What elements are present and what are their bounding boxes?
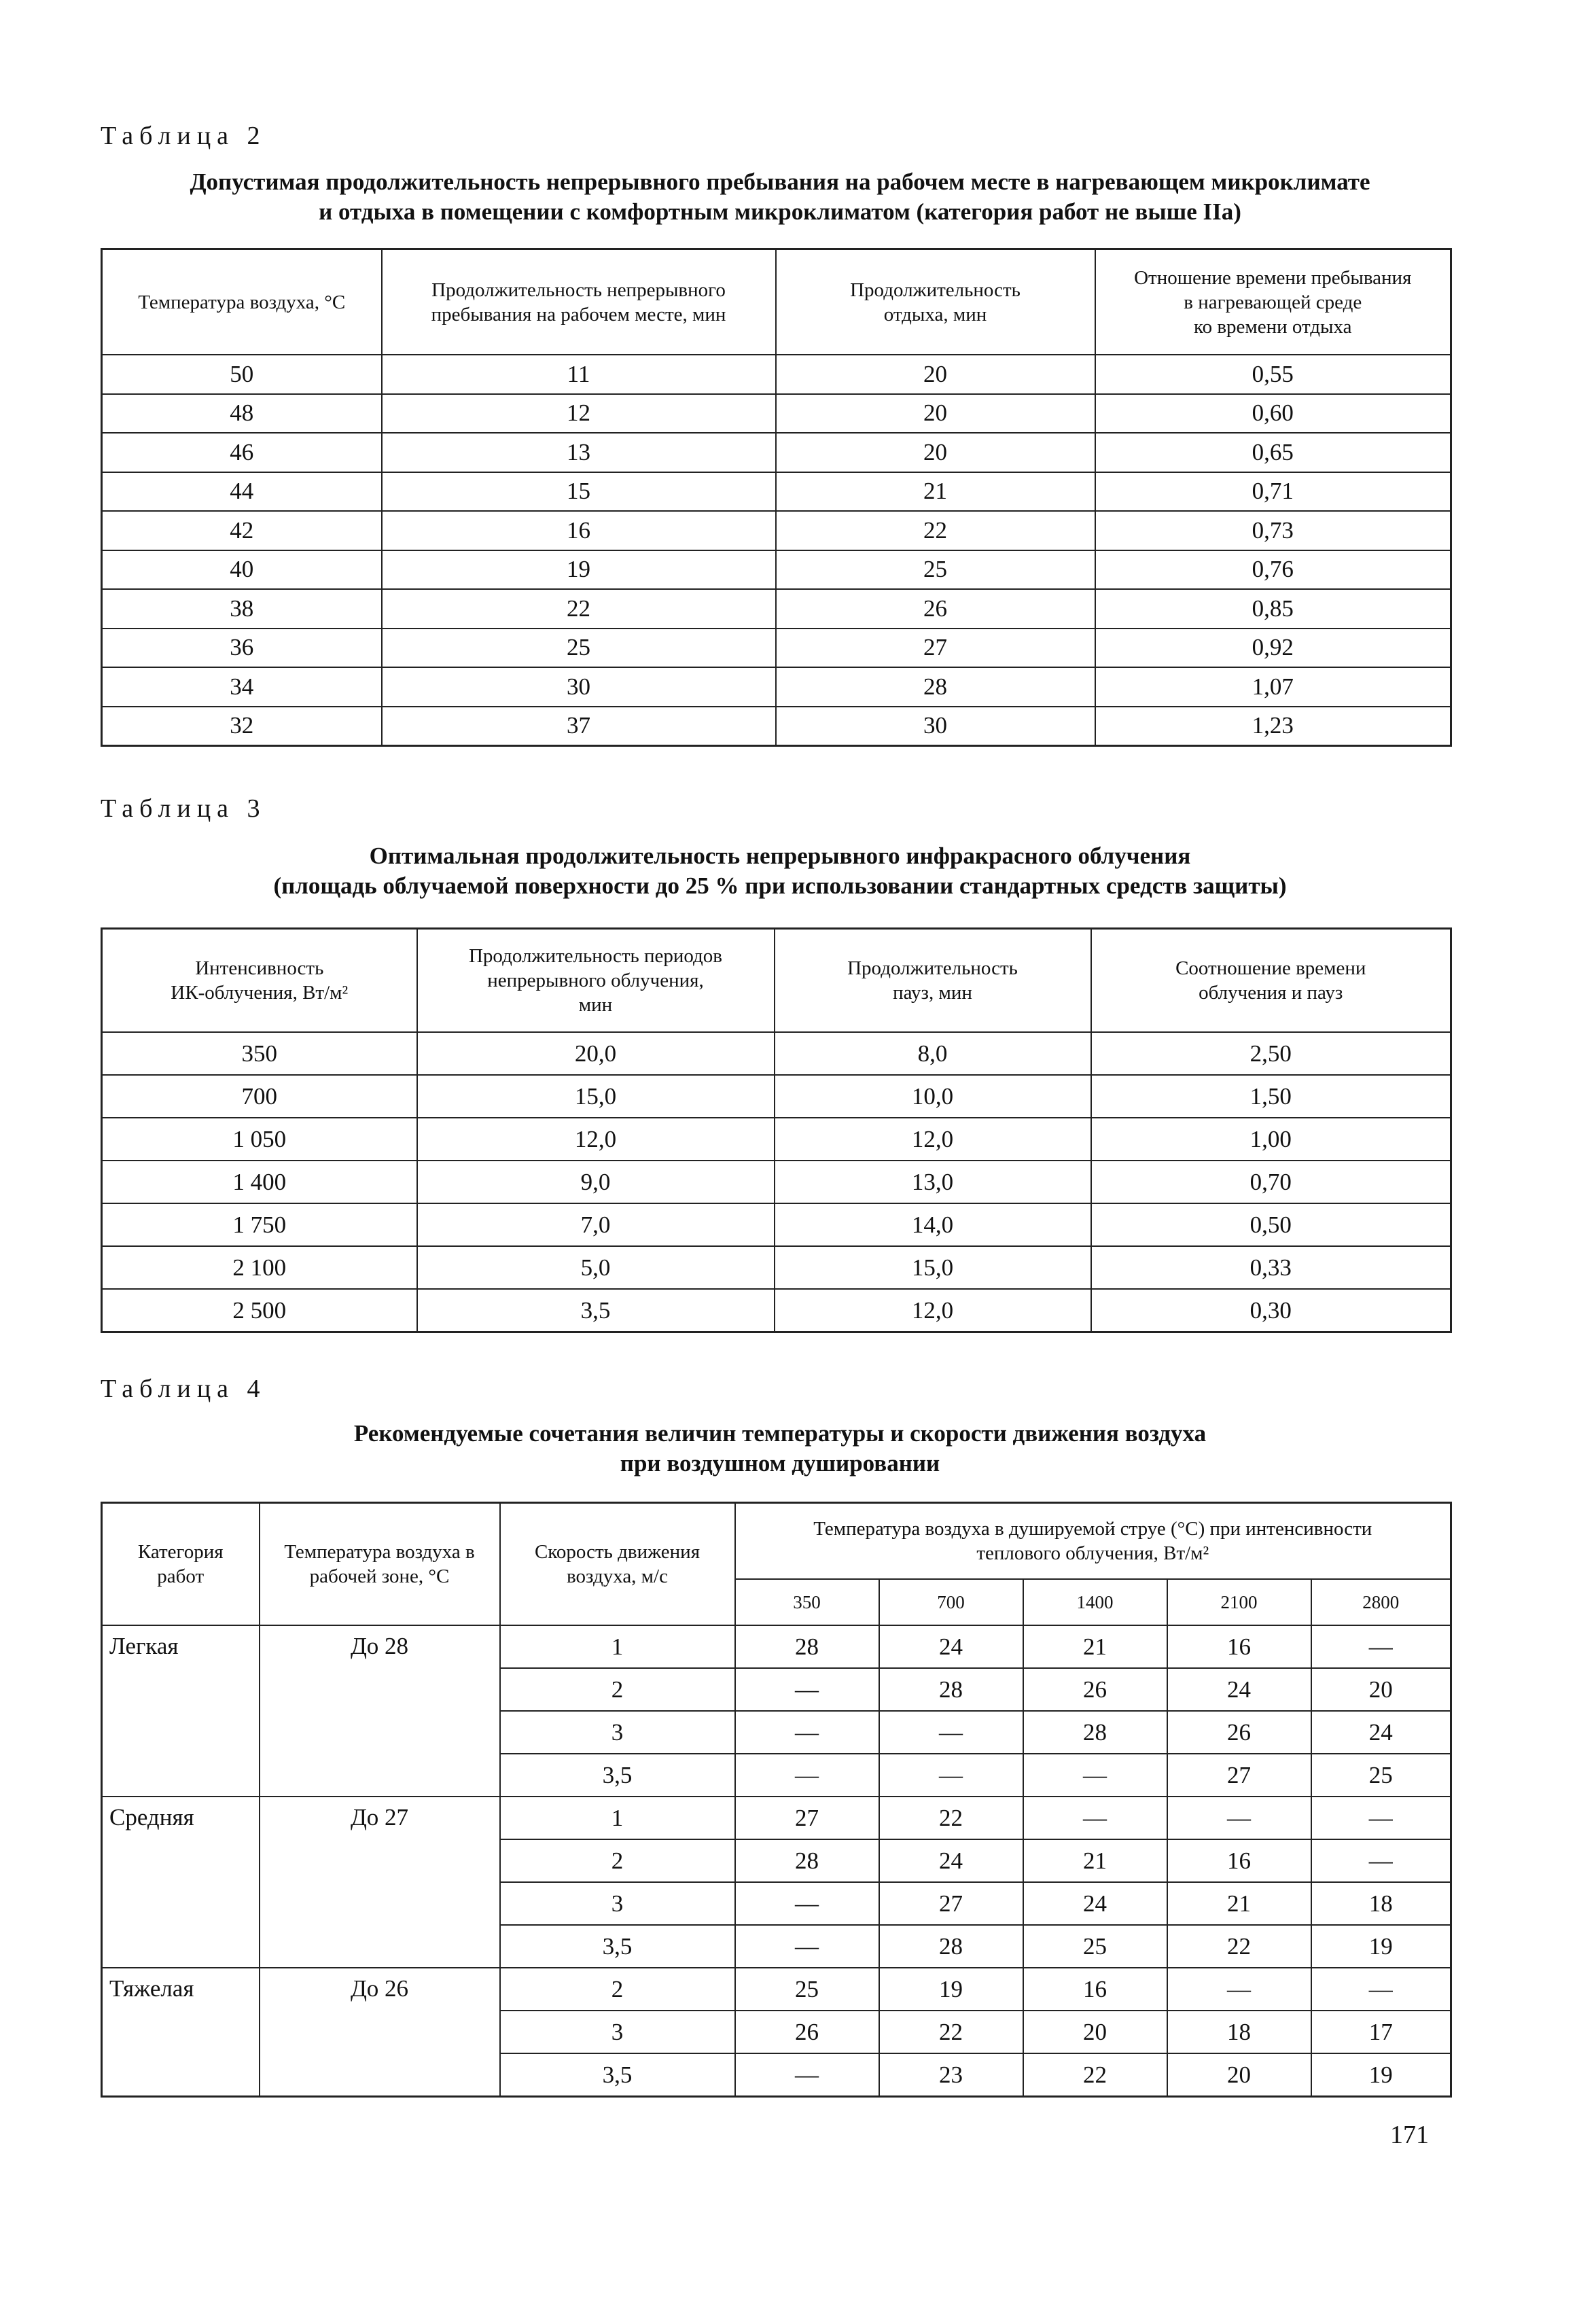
table3-header-row <box>102 929 1451 1033</box>
table4-zone-temperature-cell: До 28 <box>260 1625 500 1797</box>
table4-cell: 24 <box>1167 1668 1311 1711</box>
table2-row <box>102 433 1451 472</box>
table3-row <box>102 1246 1451 1289</box>
table2 <box>101 248 1452 747</box>
table2-header-rest-duration: Продолжительность отдыха, мин <box>776 249 1095 355</box>
table4-cell: — <box>879 1754 1023 1797</box>
table4-cell: 21 <box>1167 1882 1311 1925</box>
table2-cell: 0,92 <box>1095 629 1451 668</box>
table2-row <box>102 394 1451 434</box>
table2-cell: 22 <box>776 511 1095 550</box>
table2-cell: 34 <box>102 667 382 707</box>
table2-cell: 1,07 <box>1095 667 1451 707</box>
table2-row <box>102 629 1451 668</box>
table4-cell: 18 <box>1311 1882 1451 1925</box>
table4-cell: 16 <box>1023 1968 1167 2011</box>
table3-header-pause-duration: Продолжительность пауз, мин <box>775 929 1091 1033</box>
table2-cell: 50 <box>102 355 382 394</box>
table4-row <box>102 1797 1451 1839</box>
table4-category-cell: Легкая <box>102 1625 260 1797</box>
table2-cell: 40 <box>102 550 382 590</box>
table2-row <box>102 550 1451 590</box>
table4-intensity-2800: 2800 <box>1311 1579 1451 1625</box>
table3-cell: 1 400 <box>102 1161 417 1203</box>
table4-cell: — <box>1167 1968 1311 2011</box>
table3-cell: 8,0 <box>775 1032 1091 1075</box>
table4-cell: 28 <box>879 1925 1023 1968</box>
table4-cell: — <box>1311 1797 1451 1839</box>
table3-cell: 0,33 <box>1091 1246 1451 1289</box>
table2-cell: 42 <box>102 511 382 550</box>
table2-cell: 26 <box>776 589 1095 629</box>
table2-cell: 20 <box>776 394 1095 434</box>
table4-cell: 20 <box>1023 2011 1167 2053</box>
table4-cell: 20 <box>1311 1668 1451 1711</box>
table4-cell: — <box>1311 1968 1451 2011</box>
table4-cell: — <box>735 1711 879 1754</box>
table3-cell: 1 050 <box>102 1118 417 1161</box>
table2-cell: 0,73 <box>1095 511 1451 550</box>
table4-cell: 21 <box>1023 1625 1167 1668</box>
table4-speed-cell: 3 <box>500 1882 735 1925</box>
table2-cell: 19 <box>382 550 776 590</box>
table3-cell: 15,0 <box>417 1075 775 1118</box>
table4-cell: 24 <box>1311 1711 1451 1754</box>
table4-cell: 16 <box>1167 1839 1311 1882</box>
table4-cell: — <box>1023 1754 1167 1797</box>
table2-cell: 20 <box>776 433 1095 472</box>
table2-row <box>102 355 1451 394</box>
table2-header-row <box>102 249 1451 355</box>
table2-cell: 25 <box>382 629 776 668</box>
table3-row <box>102 1118 1451 1161</box>
table2-cell: 20 <box>776 355 1095 394</box>
table4-cell: 27 <box>1167 1754 1311 1797</box>
table2-cell: 30 <box>776 707 1095 746</box>
table4-category-cell: Тяжелая <box>102 1968 260 2097</box>
table4-cell: 27 <box>879 1882 1023 1925</box>
table4-cell: 28 <box>735 1625 879 1668</box>
table3-cell: 2 500 <box>102 1289 417 1332</box>
table4-cell: 18 <box>1167 2011 1311 2053</box>
table2-cell: 44 <box>102 472 382 512</box>
table3-cell: 1,00 <box>1091 1118 1451 1161</box>
table4-header-row <box>102 1503 1451 1580</box>
table3-cell: 12,0 <box>775 1289 1091 1332</box>
table4-intensity-350: 350 <box>735 1579 879 1625</box>
table4-cell: — <box>735 2053 879 2097</box>
table3-row <box>102 1289 1451 1332</box>
table4-title: Рекомендуемые сочетания величин температуры и скорости движения воздуха при воздушном душировании <box>353 1420 1207 1476</box>
table2-cell: 28 <box>776 667 1095 707</box>
table3-header-ratio: Соотношение времени облучения и пауз <box>1091 929 1451 1033</box>
table4-cell: 26 <box>735 2011 879 2053</box>
table2-cell: 0,85 <box>1095 589 1451 629</box>
table4-speed-cell: 2 <box>500 1668 735 1711</box>
table4-speed-cell: 2 <box>500 1968 735 2011</box>
table3-cell: 5,0 <box>417 1246 775 1289</box>
table3-row <box>102 1032 1451 1075</box>
table3-row <box>102 1203 1451 1246</box>
table4-cell: 26 <box>1023 1668 1167 1711</box>
table3-row <box>102 1075 1451 1118</box>
table2-cell: 0,65 <box>1095 433 1451 472</box>
table4-cell: 25 <box>1023 1925 1167 1968</box>
table4-cell: 19 <box>879 1968 1023 2011</box>
table4-label: Таблица 4 <box>101 1375 266 1403</box>
table3-cell: 9,0 <box>417 1161 775 1203</box>
table4-speed-cell: 3,5 <box>500 1925 735 1968</box>
table4-speed-cell: 3,5 <box>500 2053 735 2097</box>
table2-cell: 0,60 <box>1095 394 1451 434</box>
table4-cell: 28 <box>735 1839 879 1882</box>
table3-cell: 1 750 <box>102 1203 417 1246</box>
table3-cell: 14,0 <box>775 1203 1091 1246</box>
table3-cell: 0,50 <box>1091 1203 1451 1246</box>
table4-cell: 22 <box>879 1797 1023 1839</box>
table3-cell: 2,50 <box>1091 1032 1451 1075</box>
table3-row <box>102 1161 1451 1203</box>
table3-cell: 350 <box>102 1032 417 1075</box>
table4-intensity-1400: 1400 <box>1023 1579 1167 1625</box>
table4-cell: 17 <box>1311 2011 1451 2053</box>
table2-cell: 1,23 <box>1095 707 1451 746</box>
table3-header-irradiation-duration: Продолжительность периодов непрерывного облучения, мин <box>417 929 775 1033</box>
table4-cell: — <box>1023 1797 1167 1839</box>
table2-cell: 13 <box>382 433 776 472</box>
table3-cell: 12,0 <box>775 1118 1091 1161</box>
table2-cell: 27 <box>776 629 1095 668</box>
table4-cell: 22 <box>1023 2053 1167 2097</box>
page-number: 171 <box>1390 2121 1429 2149</box>
table2-header-ratio: Отношение времени пребывания в нагревающей среде ко времени отдыха <box>1095 249 1451 355</box>
table2-cell: 11 <box>382 355 776 394</box>
table4-row <box>102 1625 1451 1668</box>
table2-cell: 36 <box>102 629 382 668</box>
table2-row <box>102 707 1451 746</box>
table2-row <box>102 667 1451 707</box>
table4-cell: 28 <box>879 1668 1023 1711</box>
table4-speed-cell: 3 <box>500 2011 735 2053</box>
table2-title: Допустимая продолжительность непрерывного пребывания на рабочем месте в нагревающем микроклимате и отдыха в помещении с комфортным микроклиматом (категория работ не выше IIа) <box>190 169 1370 225</box>
table2-cell: 32 <box>102 707 382 746</box>
table3 <box>101 927 1452 1333</box>
table3-cell: 3,5 <box>417 1289 775 1332</box>
table2-header-stay-duration: Продолжительность непрерывного пребывания на рабочем месте, мин <box>382 249 776 355</box>
table2-cell: 48 <box>102 394 382 434</box>
table4-cell: 28 <box>1023 1711 1167 1754</box>
table4-row <box>102 1968 1451 2011</box>
table4-body <box>102 1625 1451 2097</box>
table4-speed-cell: 1 <box>500 1625 735 1668</box>
table3-cell: 20,0 <box>417 1032 775 1075</box>
table4-cell: — <box>1311 1839 1451 1882</box>
table2-header-temperature: Температура воздуха, °С <box>102 249 382 355</box>
table4-cell: 16 <box>1167 1625 1311 1668</box>
table4-zone-temperature-cell: До 27 <box>260 1797 500 1968</box>
table4-speed-cell: 2 <box>500 1839 735 1882</box>
table4-header-air-speed: Скорость движения воздуха, м/с <box>500 1503 735 1626</box>
table4 <box>101 1502 1452 2098</box>
table4-cell: 20 <box>1167 2053 1311 2097</box>
table4-speed-cell: 3,5 <box>500 1754 735 1797</box>
table3-header-intensity: Интенсивность ИК-облучения, Вт/м² <box>102 929 417 1033</box>
table3-title: Оптимальная продолжительность непрерывного инфракрасного облучения (площадь облучаемой поверхности до 25 % при использовании стандартных средств защиты) <box>273 843 1287 899</box>
table2-cell: 0,55 <box>1095 355 1451 394</box>
table4-cell: 24 <box>879 1839 1023 1882</box>
table2-cell: 12 <box>382 394 776 434</box>
table4-cell: 24 <box>1023 1882 1167 1925</box>
table3-cell: 13,0 <box>775 1161 1091 1203</box>
table4-speed-cell: 1 <box>500 1797 735 1839</box>
table2-cell: 25 <box>776 550 1095 590</box>
table4-cell: — <box>879 1711 1023 1754</box>
table4-category-cell: Средняя <box>102 1797 260 1968</box>
table2-cell: 0,71 <box>1095 472 1451 512</box>
table4-cell: — <box>735 1882 879 1925</box>
table4-cell: 25 <box>1311 1754 1451 1797</box>
table2-cell: 37 <box>382 707 776 746</box>
table3-cell: 0,70 <box>1091 1161 1451 1203</box>
table4-speed-cell: 3 <box>500 1711 735 1754</box>
table4-cell: 21 <box>1023 1839 1167 1882</box>
table2-cell: 22 <box>382 589 776 629</box>
table4-cell: — <box>1311 1625 1451 1668</box>
table3-cell: 0,30 <box>1091 1289 1451 1332</box>
table4-cell: 23 <box>879 2053 1023 2097</box>
table2-row <box>102 589 1451 629</box>
table4-zone-temperature-cell: До 26 <box>260 1968 500 2097</box>
table4-cell: 19 <box>1311 1925 1451 1968</box>
table4-cell: — <box>1167 1797 1311 1839</box>
table2-body <box>102 355 1451 746</box>
table3-cell: 7,0 <box>417 1203 775 1246</box>
table2-row <box>102 472 1451 512</box>
table2-row <box>102 511 1451 550</box>
table3-cell: 1,50 <box>1091 1075 1451 1118</box>
table4-cell: — <box>735 1754 879 1797</box>
table4-intensity-2100: 2100 <box>1167 1579 1311 1625</box>
table3-cell: 15,0 <box>775 1246 1091 1289</box>
table2-cell: 15 <box>382 472 776 512</box>
table2-cell: 38 <box>102 589 382 629</box>
table4-cell: 24 <box>879 1625 1023 1668</box>
table4-header-zone-temperature: Температура воздуха в рабочей зоне, °С <box>260 1503 500 1626</box>
table3-cell: 12,0 <box>417 1118 775 1161</box>
table2-cell: 0,76 <box>1095 550 1451 590</box>
table4-header-stream-temperature: Температура воздуха в душируемой струе (°С) при интенсивности теплового облучения, Вт/м² <box>735 1503 1451 1580</box>
table4-cell: — <box>735 1668 879 1711</box>
table2-label: Таблица 2 <box>101 122 266 150</box>
table4-cell: 19 <box>1311 2053 1451 2097</box>
table3-cell: 10,0 <box>775 1075 1091 1118</box>
table2-cell: 46 <box>102 433 382 472</box>
table3-label: Таблица 3 <box>101 794 266 823</box>
table2-cell: 30 <box>382 667 776 707</box>
table4-header-category: Категория работ <box>102 1503 260 1626</box>
table4-cell: 26 <box>1167 1711 1311 1754</box>
table4-cell: 22 <box>1167 1925 1311 1968</box>
table3-cell: 700 <box>102 1075 417 1118</box>
table3-cell: 2 100 <box>102 1246 417 1289</box>
table3-body <box>102 1032 1451 1332</box>
table4-cell: 22 <box>879 2011 1023 2053</box>
table2-cell: 16 <box>382 511 776 550</box>
table4-cell: — <box>735 1925 879 1968</box>
table2-cell: 21 <box>776 472 1095 512</box>
table4-cell: 25 <box>735 1968 879 2011</box>
table4-cell: 27 <box>735 1797 879 1839</box>
table4-intensity-700: 700 <box>879 1579 1023 1625</box>
